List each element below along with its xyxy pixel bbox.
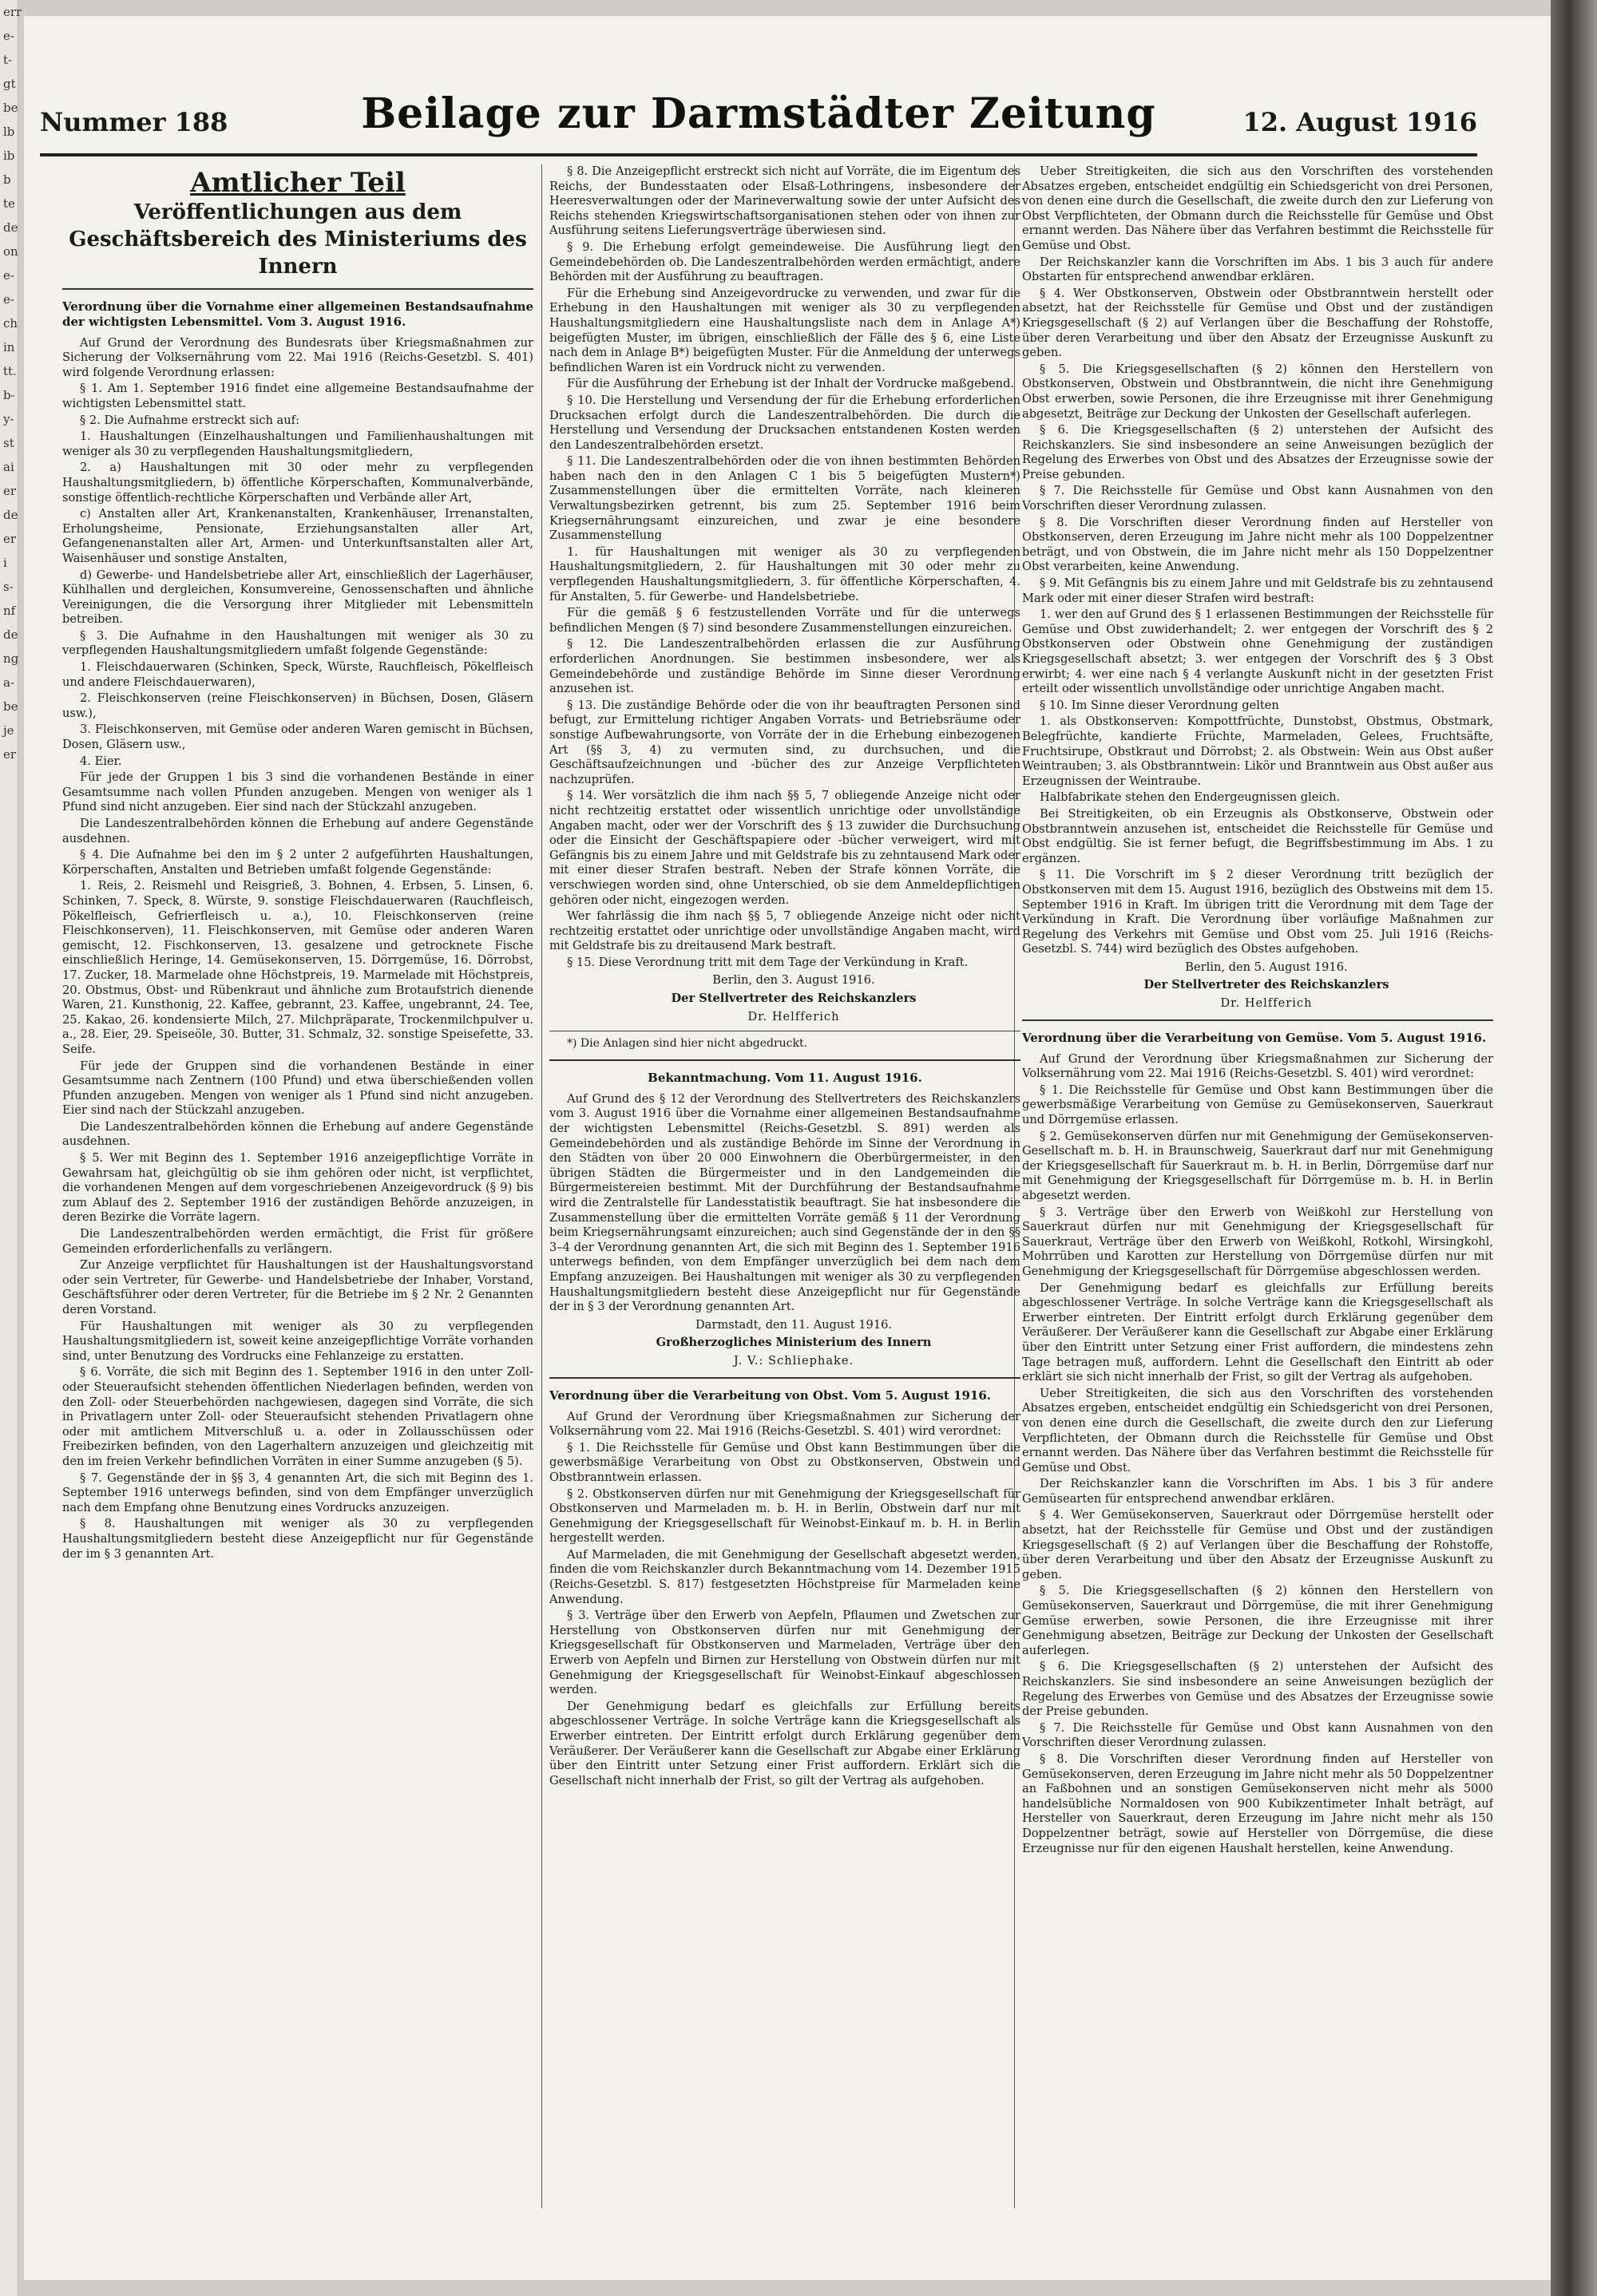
paragraph: Die Landeszentralbehörden werden ermächtigt, die Frist für größere Gemeinden erforderlichenfalls zu verlängern. xyxy=(62,1227,533,1256)
paragraph: d) Gewerbe- und Handelsbetriebe aller Art, einschließlich der Lagerhäuser, Kühlhallen und dergleichen, Konsumvereine, Genossenschaften und ähnliche Vereinigungen, die die Versorgung ihrer Mitglieder mit Lebensmitteln betreiben. xyxy=(62,568,533,627)
section-rule xyxy=(62,288,533,290)
ordinance-title: Verordnung über die Vornahme einer allgemeinen Bestandsaufnahme der wichtigsten Lebensmittel. Vom 3. August 1916. xyxy=(62,299,533,329)
paragraph: § 3. Verträge über den Erwerb von Aepfeln, Pflaumen und Zwetschen zur Herstellung von Obstkonserven dürfen nur mit Genehmigung der Kriegsgesellschaft für Obstkonserven und Marmeladen, Verträge über den Erwerb von Aepfeln und Birnen zur Herstellung von Obstwein dürfen nur mit Genehmigung der Kriegsgesellschaft für Weinobst-Einkauf abgeschlossen werden. xyxy=(549,1609,1020,1697)
margin-fragment: de xyxy=(3,508,18,522)
paragraph: § 9. Mit Gefängnis bis zu einem Jahre und mit Geldstrafe bis zu zehntausend Mark oder mit einer dieser Strafen wird bestraft: xyxy=(1022,576,1493,605)
margin-fragment: te xyxy=(3,196,15,211)
issue-date: 12. August 1916 xyxy=(1242,107,1477,137)
paragraph: § 2. Gemüsekonserven dürfen nur mit Genehmigung der Gemüsekonserven-Gesellschaft m. b. H. in Braunschweig, Sauerkraut darf nur mit Genehmigung der Kriegsgesellschaft für Sauerkraut m. b. H. in Berlin, Dörrgemüse darf nur mit Genehmigung der Kriegsgesellschaft für Dörrgemüse m. b. H. in Berlin abgesetzt werden. xyxy=(1022,1129,1493,1202)
paragraph: Der Reichskanzler kann die Vorschriften im Abs. 1 bis 3 auch für andere Obstarten für entsprechend anwendbar erklären. xyxy=(1022,255,1493,284)
paragraph: § 8. Die Vorschriften dieser Verordnung finden auf Hersteller von Obstkonserven, deren Erzeugung im Jahre nicht mehr als 100 Doppelzentner beträgt, und von Obstwein, die im Jahre nicht mehr als 150 Doppelzentner Obst verarbeiten, keine Anwendung. xyxy=(1022,515,1493,574)
paragraph: § 2. Obstkonserven dürfen nur mit Genehmigung der Kriegsgesellschaft für Obstkonserven und Marmeladen m. b. H. in Berlin, Obstwein darf nur mit Genehmigung der Kriegsgesellschaft für Weinobst-Einkauf m. b. H. in Berlin hergestellt werden. xyxy=(549,1486,1020,1546)
signature-place-date: Berlin, den 3. August 1916. xyxy=(712,973,875,988)
paragraph: § 1. Die Reichsstelle für Gemüse und Obst kann Bestimmungen über die gewerbsmäßige Verarbeitung von Gemüse zu Gemüsekonserven, Sauerkraut und Dörrgemüse erlassen. xyxy=(1022,1083,1493,1127)
paragraph: § 6. Die Kriegsgesellschaften (§ 2) unterstehen der Aufsicht des Reichskanzlers. Sie sind insbesondere an seine Anweisungen bezüglich der Regelung des Erwerbes von Obst und des Absatzes der Erzeugnisse sowie der Preise gebunden. xyxy=(1022,423,1493,481)
paragraph: 1. Fleischdauerwaren (Schinken, Speck, Würste, Rauchfleisch, Pökelfleisch und andere Fleischdauerwaren), xyxy=(62,660,533,689)
section-rule xyxy=(1022,1019,1493,1021)
paragraph: § 8. Haushaltungen mit weniger als 30 zu verpflegenden Haushaltungsmitgliedern besteht diese Anzeigepflicht nur für Gegenstände der im § 3 genannten Art. xyxy=(62,1517,533,1561)
ordinance-body xyxy=(549,1410,1020,1789)
margin-fragment: er xyxy=(3,747,17,762)
paragraph: 2. a) Haushaltungen mit 30 oder mehr zu verpflegenden Haushaltungsmitgliedern, b) öffentliche Körperschaften, Kommunalverbände, sonstige öffentlich-rechtliche Körperschaften und Verbände aller Art, xyxy=(62,461,533,505)
signature-role: Großherzogliches Ministerium des Innern xyxy=(656,1336,932,1350)
margin-fragment: a- xyxy=(3,675,15,690)
ordinance-body xyxy=(62,336,533,1562)
paragraph: Der Genehmigung bedarf es gleichfalls zur Erfüllung bereits abgeschlossener Verträge. In solche Verträge kann die Kriegsgesellschaft als Erwerber eintreten. Der Eintritt erfolgt durch Erklärung gegenüber dem Veräußerer. Der Veräußerer kann die Gesellschaft zur Abgabe einer Erklärung über den Eintritt unter Setzung einer Frist auffordern, die mindestens zehn Tage betragen muß, auffordern. Lehnt die Gesellschaft den Eintritt ab oder erklärt sie sich nicht innerhalb der Frist, so gilt der Vertrag als aufgehoben. xyxy=(1022,1281,1493,1384)
signature-name: Dr. Helfferich xyxy=(1220,996,1313,1011)
paragraph: c) Anstalten aller Art, Krankenanstalten, Krankenhäuser, Irrenanstalten, Erholungsheime, Pensionate, Erziehungsanstalten aller Art, Gefangenenanstalten aller Art, Armen- und Unterkunftsanstalten aller Art, Waisenhäuser und sonstige Anstalten, xyxy=(62,507,533,565)
paragraph: § 10. Die Herstellung und Versendung der für die Erhebung erforderlichen Drucksachen erfolgt durch die Landeszentralbehörden. Die durch die Herstellung und Versendung der Drucksachen entstandenen Kosten werden den Landeszentralbehörden ersetzt. xyxy=(549,393,1020,452)
margin-fragment: i xyxy=(3,556,7,570)
signature-role: Der Stellvertreter des Reichskanzlers xyxy=(671,992,917,1006)
paragraph: § 15. Diese Verordnung tritt mit dem Tage der Verkündung in Kraft. xyxy=(567,955,969,969)
paragraph: § 7. Gegenstände der in §§ 3, 4 genannten Art, die sich mit Beginn des 1. September 1916 unterwegs befinden, sind von dem Empfänger unverzüglich nach dem Empfang ohne Benutzung eines Vordrucks anzuzeigen. xyxy=(62,1471,533,1514)
margin-fragment: lb xyxy=(3,125,15,139)
margin-fragment: st xyxy=(3,436,14,450)
margin-fragment: de xyxy=(3,220,18,235)
paragraph: § 5. Wer mit Beginn des 1. September 1916 anzeigepflichtige Vorräte in Gewahrsam hat, gleichgültig ob sie ihm gehören oder nicht, ist verpflichtet, die vorhandenen Mengen auf dem vorgeschriebenen Anzeigevordruck (§ 9) bis zum Ablauf des 2. September 1916 der zuständigen Behörde anzuzeigen, in deren Bezirke die Vorräte lagern. xyxy=(62,1151,533,1225)
paragraph: § 9. Die Erhebung erfolgt gemeindeweise. Die Ausführung liegt den Gemeindebehörden ob. Die Landeszentralbehörden werden ermächtigt, andere Behörden mit der Ausführung zu beauftragen. xyxy=(549,239,1020,284)
margin-fragment: in xyxy=(3,340,15,354)
column-1 xyxy=(62,164,533,2208)
adjacent-page-margin xyxy=(0,0,22,2296)
paragraph: Auf Grund der Verordnung über Kriegsmaßnahmen zur Sicherung der Volksernährung vom 22. Mai 1916 (Reichs-Gesetzbl. S. 401) wird verordnet: xyxy=(1022,1051,1493,1081)
paragraph: 3. Fleischkonserven, mit Gemüse oder anderen Waren gemischt in Büchsen, Dosen, Gläsern usw., xyxy=(62,722,533,752)
paragraph: Wer fahrlässig die ihm nach §§ 5, 7 obliegende Anzeige nicht oder nicht rechtzeitig erstattet oder unrichtige oder unvollständige Angaben macht, wird mit Geldstrafe bis zu dreitausend Mark bestraft. xyxy=(549,909,1020,953)
margin-fragment: ng xyxy=(3,651,19,666)
paragraph: § 2. Die Aufnahme erstreckt sich auf: xyxy=(80,413,299,427)
ordinance-body xyxy=(1022,164,1493,957)
ordinance-title: Verordnung über die Verarbeitung von Obst. Vom 5. August 1916. xyxy=(549,1387,992,1403)
margin-fragment: er xyxy=(3,532,17,546)
ordinance-title: Verordnung über die Verarbeitung von Gemüse. Vom 5. August 1916. xyxy=(1022,1030,1487,1045)
margin-fragment: t- xyxy=(3,53,13,67)
paragraph: § 5. Die Kriegsgesellschaften (§ 2) können den Herstellern von Gemüsekonserven, Sauerkraut und Dörrgemüse, die mit ihrer Genehmigung Gemüse erwerben, sowie Personen, die ihre Erzeugnisse mit ihrer Genehmigung absetzen, Beiträge zur Deckung der Unkosten der Gesellschaft auferlegen. xyxy=(1022,1584,1493,1657)
margin-fragment: e- xyxy=(3,29,14,43)
signature-place-date: Berlin, den 5. August 1916. xyxy=(1185,960,1348,974)
column-3 xyxy=(1022,164,1493,2208)
margin-fragment: ai xyxy=(3,460,14,474)
margin-fragment: be xyxy=(3,699,18,714)
paragraph: § 8. Die Vorschriften dieser Verordnung finden auf Hersteller von Gemüsekonserven, deren Erzeugung im Jahre nicht mehr als 50 Doppelzentner an Faßbohnen und an sonstigen Gemüsekonserven nicht mehr als 5000 handelsübliche Normaldosen von 900 Kubikzentimeter Inhalt beträgt, auf Hersteller von Sauerkraut, deren Erzeugung im Jahre nicht mehr als 150 Doppelzentner beträgt, sowie auf Hersteller von Dörrgemüse, die diese Erzeugnisse nur für den eigenen Haushalt herstellen, keine Anwendung. xyxy=(1022,1752,1493,1855)
paragraph: § 12. Die Landeszentralbehörden erlassen die zur Ausführung erforderlichen Anordnungen. Sie bestimmen insbesondere, wer als Gemeindebehörde und zuständige Behörde im Sinne dieser Verordnung anzusehen ist. xyxy=(549,637,1020,696)
paragraph: § 3. Verträge über den Erwerb von Weißkohl zur Herstellung von Sauerkraut dürfen nur mit Genehmigung der Kriegsgesellschaft für Sauerkraut, Verträge über den Erwerb von Weißkohl, Rotkohl, Wirsingkohl, Mohrrüben und Karotten zur Herstellung von Dörrgemüse dürfen nur mit Genehmigung der Kriegsgesellschaft für Dörrgemüse abgeschlossen werden. xyxy=(1022,1205,1493,1278)
paragraph: Ueber Streitigkeiten, die sich aus den Vorschriften des vorstehenden Absatzes ergeben, entscheidet endgültig ein Schiedsgericht von drei Personen, von denen eine durch die Gesellschaft, die zweite durch den zur Lieferung von Obst Verpflichteten, der Obmann durch die Reichsstelle für Gemüse und Obst ernannt werden. Das Nähere über das Verfahren bestimmt die Reichsstelle für Gemüse und Obst. xyxy=(1022,164,1493,252)
margin-fragment: y- xyxy=(3,412,14,426)
paragraph: 1. Reis, 2. Reismehl und Reisgrieß, 3. Bohnen, 4. Erbsen, 5. Linsen, 6. Schinken, 7. Speck, 8. Würste, 9. sonstige Fleischdauerwaren (Rauchfleisch, Pökelfleisch, Gefrierfleisch u. a.), 10. Fleischkonserven (reine Fleischkonserven), 11. Fleischkonserven, mit Gemüse oder anderen Waren gemischt, 12. Fischkonserven, 13. gesalzene und getrocknete Fische einschließlich Heringe, 14. Gemüsekonserven, 15. Dörrgemüse, 16. Dörrobst, 17. Zucker, 18. Marmelade ohne Höchstpreis, 19. Marmelade mit Höchstpreis, 20. Obstmus, Obst- und Rübenkraut und ähnliche zum Brotaufstrich dienende Waren, 21. Kunsthonig, 22. Kaffee, gebrannt, 23. Kaffee, ungebrannt, 24. Tee, 25. Kakao, 26. kondensierte Milch, 27. Milchpräparate, Trockenmilchpulver u. a., 28. Eier, 29. Speiseöle, 30. Butter, 31. Schmalz, 32. sonstige Speisefette, 33. Seife. xyxy=(62,879,533,1056)
paragraph: § 11. Die Landeszentralbehörden oder die von ihnen bestimmten Behörden haben nach den in den Anlagen C 1 bis 5 beigefügten Mustern*) Zusammenstellungen über die ermittelten Vorräte, nach kleineren Verwaltungsbezirken getrennt, bis zum 25. September 1916 beim Kriegsernährungsamt einzureichen, und zwar je eine besondere Zusammenstellung xyxy=(549,454,1020,543)
paragraph: § 6. Vorräte, die sich mit Beginn des 1. September 1916 in den unter Zoll- oder Steueraufsicht stehenden öffentlichen Niederlagen befinden, werden von den Zoll- oder Steuerbehörden nachgewiesen, dagegen sind Vorräte, die sich in Privatlagern unter Zoll- oder Steueraufsicht stehenden Privatlagern ohne oder mit amtlichem Mitverschluß u. a. oder in Zollausschüssen oder Freibezirken befinden, von den Lagerhaltern anzuzeigen und gleichzeitig mit den im freien Verkehr befindlichen Vorräten in einer Summe anzugeben (§ 5). xyxy=(62,1365,533,1468)
paragraph: Die Landeszentralbehörden können die Erhebung auf andere Gegenstände ausdehnen. xyxy=(62,817,533,845)
section-heading: Amtlicher Teil xyxy=(190,167,406,199)
paragraph: § 1. Am 1. September 1916 findet eine allgemeine Bestandsaufnahme der wichtigsten Lebensmittel statt. xyxy=(62,382,533,410)
paragraph: Für jede der Gruppen sind die vorhandenen Bestände in einer Gesamtsumme nach Zentnern (100 Pfund) und etwa überschießenden vollen Pfunden anzugeben. Mengen von weniger als 1 Pfund sind nicht anzugeben. Eier sind nach der Stückzahl anzugeben. xyxy=(62,1059,533,1118)
paragraph: Für jede der Gruppen 1 bis 3 sind die vorhandenen Bestände in einer Gesamtsumme nach vollen Pfunden anzugeben. Mengen von weniger als 1 Pfund sind nicht anzugeben. Eier sind nach der Stückzahl anzugeben. xyxy=(62,770,533,814)
paragraph: § 7. Die Reichsstelle für Gemüse und Obst kann Ausnahmen von den Vorschriften dieser Verordnung zulassen. xyxy=(1022,484,1493,513)
signature-name: J. V.: Schliephake. xyxy=(733,1353,854,1368)
paragraph: § 10. Im Sinne dieser Verordnung gelten xyxy=(1040,698,1279,712)
signature-name: Dr. Helfferich xyxy=(747,1009,840,1023)
announcement-text: Auf Grund des § 12 der Verordnung des Stellvertreters des Reichskanzlers vom 3. August 1916 über die Vornahme einer allgemeinen Bestandsaufnahme der wichtigsten Lebensmittel (Reichs-Gesetzbl. S. 891) werden als Gemeindebehörden und als zuständige Behörde im Sinne der Verordnung in den Städten von über 20 000 Einwohnern die Oberbürgermeister, in den übrigen Städten die Bürgermeister und in den Landgemeinden die Bürgermeistereien bestimmt. Mit der Durchführung der Bestandsaufnahme wird die Zentralstelle für Landesstatistik beauftragt. Sie hat insbesondere die Zusammenstellung über die ermittelten Vorräte gemäß § 11 der Verordnung beim Kriegsernährungsamt einzureichen; auch sind Gegenstände der in den §§ 3–4 der Verordnung genannten Art, die sich mit Beginn des 1. September 1916 unterwegs befinden, von dem Empfänger unverzüglich bei dem nach dem Empfang anzuzeigen. Bei Haushaltungen mit weniger als 30 zu verpflegenden Haushaltungsmitgliedern besteht diese Anzeigepflicht nur für Gegenstände der in § 3 der Verordnung genannten Art. xyxy=(549,1091,1020,1314)
margin-fragment: je xyxy=(3,723,14,738)
masthead-rule xyxy=(40,153,1477,156)
paragraph: Ueber Streitigkeiten, die sich aus den Vorschriften des vorstehenden Absatzes ergeben, entscheidet endgültig ein Schiedsgericht von drei Personen, von denen eine durch die Gesellschaft, die zweite durch den zur Lieferung Verpflichteten, der Obmann durch die Reichsstelle für Gemüse und Obst ernannt werden. Das Nähere über das Verfahren bestimmt die Reichsstelle für Gemüse und Obst. xyxy=(1022,1386,1493,1475)
paragraph: 1. Haushaltungen (Einzelhaushaltungen und Familienhaushaltungen mit weniger als 30 zu verpflegenden Haushaltungsmitgliedern, xyxy=(62,430,533,458)
paragraph: § 4. Wer Obstkonserven, Obstwein oder Obstbranntwein herstellt oder absetzt, hat der Reichsstelle für Gemüse und Obst und der zuständigen Kriegsgesellschaft (§ 2) auf Verlangen über die Beschaffung der Rohstoffe, über deren Verarbeitung und über den Absatz der Erzeugnisse Auskunft zu geben. xyxy=(1022,286,1493,360)
paragraph: 1. als Obstkonserven: Kompottfrüchte, Dunstobst, Obstmus, Obstmark, Belegfrüchte, kandierte Früchte, Marmeladen, Gelees, Fruchtsäfte, Fruchtsirupe, Obstkraut und Dörrobst; 2. als Obstwein: Wein aus Obst außer Weintrauben; 3. als Obstbranntwein: Likör und Branntwein aus Obst außer aus Erzeugnissen der Weintraube. xyxy=(1022,715,1493,788)
margin-fragment: e- xyxy=(3,268,14,283)
paragraph: Zur Anzeige verpflichtet für Haushaltungen ist der Haushaltungsvorstand oder sein Vertreter, für Gewerbe- und Handelsbetriebe der Inhaber, Vorstand, Geschäftsführer oder deren Vertreter, für die Betriebe im § 2 Nr. 2 Genannten deren Vorstand. xyxy=(62,1258,533,1316)
paragraph: Auf Grund der Verordnung des Bundesrats über Kriegsmaßnahmen zur Sicherung der Volksernährung vom 22. Mai 1916 (Reichs-Gesetzbl. S. 401) wird folgende Verordnung erlassen: xyxy=(62,335,533,379)
ordinance-body xyxy=(549,164,1020,970)
footnote: *) Die Anlagen sind hier nicht abgedruckt. xyxy=(567,1037,808,1051)
margin-fragment: s- xyxy=(3,580,14,594)
signature-place-date: Darmstadt, den 11. August 1916. xyxy=(695,1317,893,1332)
margin-fragment: b- xyxy=(3,388,15,402)
column-2 xyxy=(549,164,1020,2208)
paragraph: § 11. Die Vorschrift im § 2 dieser Verordnung tritt bezüglich der Obstkonserven mit dem 15. August 1916, bezüglich des Obstweins mit dem 15. September 1916 in Kraft. Im übrigen tritt die Verordnung mit dem Tage der Verkündung in Kraft. Die Verordnung über vorläufige Maßnahmen zur Regelung des Verkehrs mit Gemüse und Obst vom 25. Juli 1916 (Reichs-Gesetzbl. S. 744) wird bezüglich des Obstes aufgehoben. xyxy=(1022,868,1493,956)
margin-fragment: err xyxy=(3,5,22,19)
paragraph: Auf Grund der Verordnung über Kriegsmaßnahmen zur Sicherung der Volksernährung vom 22. Mai 1916 (Reichs-Gesetzbl. S. 401) wird verordnet: xyxy=(549,1409,1020,1439)
margin-fragment: b xyxy=(3,172,11,187)
section-rule xyxy=(549,1059,1020,1061)
paragraph: § 1. Die Reichsstelle für Gemüse und Obst kann Bestimmungen über die gewerbsmäßige Verarbeitung von Obst zu Obstkonserven, Obstwein und Obstbranntwein erlassen. xyxy=(549,1440,1020,1484)
margin-fragment: de xyxy=(3,627,18,642)
ordinance-body xyxy=(1022,1052,1493,1856)
paragraph: Für die Erhebung sind Anzeigevordrucke zu verwenden, und zwar für die Erhebung in den Haushaltungen mit weniger als 30 zu verpflegenden Haushaltungsmitgliedern eine Haushaltungsliste nach dem in Anlage A*) beigefügten Muster, im übrigen, einschließlich der Fälle des § 6, eine Liste nach dem in Anlage B*) beigefügten Muster. Für die Anmeldung der unterwegs befindlichen Waren ist ein Vordruck nicht zu verwenden. xyxy=(549,286,1020,374)
paragraph: Der Genehmigung bedarf es gleichfalls zur Erfüllung bereits abgeschlossener Verträge. In solche Verträge kann die Kriegsgesellschaft als Erwerber eintreten. Der Eintritt erfolgt durch Erklärung gegenüber dem Veräußerer. Der Veräußerer kann die Gesellschaft zur Abgabe einer Erklärung über den Eintritt unter Setzung einer Frist auffordern. Erklärt sich die Gesellschaft nicht innerhalb der Frist, so gilt der Vertrag als aufgehoben. xyxy=(549,1699,1020,1787)
margin-fragment: tt. xyxy=(3,364,17,378)
paragraph: Auf Marmeladen, die mit Genehmigung der Gesellschaft abgesetzt werden, finden die vom Reichskanzler durch Bekanntmachung vom 14. Dezember 1915 (Reichs-Gesetzbl. S. 817) festgesetzten Höchstpreise für Marmeladen keine Anwendung. xyxy=(549,1547,1020,1606)
paragraph: 1. für Haushaltungen mit weniger als 30 zu verpflegenden Haushaltungsmitgliedern, 2. für Haushaltungen mit 30 oder mehr zu verpflegenden Haushaltungsmitgliedern, 3. für öffentliche Körperschaften, 4. für Anstalten, 5. für Gewerbe- und Handelsbetriebe. xyxy=(549,544,1020,604)
masthead xyxy=(40,89,1477,153)
paragraph: 2. Fleischkonserven (reine Fleischkonserven) in Büchsen, Dosen, Gläsern usw.), xyxy=(62,691,533,720)
margin-fragment: ch xyxy=(3,316,18,331)
paragraph: Für Haushaltungen mit weniger als 30 zu verpflegenden Haushaltungsmitgliedern ist, soweit keine anzeigepflichtige Vorräte vorhanden sind, unter Benutzung des Vordrucks eine Fehlanzeige zu erstatten. xyxy=(62,1319,533,1363)
signature-role: Der Stellvertreter des Reichskanzlers xyxy=(1143,978,1389,992)
margin-fragment: ib xyxy=(3,148,15,163)
paragraph: Halbfabrikate stehen den Endergeugnissen gleich. xyxy=(1040,790,1341,805)
paragraph: § 5. Die Kriegsgesellschaften (§ 2) können den Herstellern von Obstkonserven, Obstwein und Obstbranntwein, die nicht ihre Genehmigung Obst erwerben, sowie Personen, die ihre Erzeugnisse mit ihrer Genehmigung abgesetzt, Beiträge zur Deckung der Unkosten der Gesellschaft auferlegen. xyxy=(1022,362,1493,421)
margin-fragment: e- xyxy=(3,292,14,307)
margin-fragment: be xyxy=(3,101,18,115)
newspaper-title: Beilage zur Darmstädter Zeitung xyxy=(361,89,1156,138)
section-subheading: Veröffentlichungen aus dem Geschäftsbereich des Ministeriums des Innern xyxy=(69,200,527,279)
paragraph: 4. Eier. xyxy=(80,754,122,768)
paragraph: § 7. Die Reichsstelle für Gemüse und Obst kann Ausnahmen von den Vorschriften dieser Verordnung zulassen. xyxy=(1022,1720,1493,1750)
paragraph: Bei Streitigkeiten, ob ein Erzeugnis als Obstkonserve, Obstwein oder Obstbranntwein anzusehen ist, entscheidet die Reichsstelle für Gemüse und Obst endgültig. Sie ist ferner befugt, die Begriffsbestimmung im Abs. 1 zu ergänzen. xyxy=(1022,806,1493,865)
column-divider xyxy=(541,164,542,2208)
paragraph: § 3. Die Aufnahme in den Haushaltungen mit weniger als 30 zu verpflegenden Haushaltungsmitgliedern umfaßt folgende Gegenstände: xyxy=(62,628,533,658)
paragraph: § 4. Die Aufnahme bei den im § 2 unter 2 aufgeführten Haushaltungen, Körperschaften, Anstalten und Betrieben umfaßt folgende Gegenstände: xyxy=(62,848,533,877)
margin-fragment: on xyxy=(3,244,18,259)
paragraph: Die Landeszentralbehörden können die Erhebung auf andere Gegenstände ausdehnen. xyxy=(62,1119,533,1149)
paragraph: § 14. Wer vorsätzlich die ihm nach §§ 5, 7 obliegende Anzeige nicht oder nicht rechtzeitig erstattet oder wissentlich unrichtige oder unvollständige Angaben macht, oder wer der Vorschrift des § 13 zuwider die Durchsuchung oder die Einsicht der Geschäftspapiere oder -bücher verweigert, wird mit Gefängnis bis zu einem Jahre und mit Geldstrafe bis zu zehntausend Mark oder mit einer dieser Strafen bestraft. Neben der Strafe können Vorräte, die verschwiegen worden sind, ohne Unterschied, ob sie dem Anmeldepflichtigen gehören oder nicht, eingezogen werden. xyxy=(549,789,1020,907)
paragraph: Für die gemäß § 6 festzustellenden Vorräte und für die unterwegs befindlichen Mengen (§ 7) sind besondere Zusammenstellungen einzureichen. xyxy=(549,606,1020,635)
paragraph: Der Reichskanzler kann die Vorschriften im Abs. 1 bis 3 für andere Gemüsearten für entsprechend anwendbar erklären. xyxy=(1022,1477,1493,1506)
section-rule xyxy=(549,1377,1020,1379)
paragraph: § 6. Die Kriegsgesellschaften (§ 2) unterstehen der Aufsicht des Reichskanzlers. Sie sind insbesondere an seine Anweisungen bezüglich der Regelung des Erwerbes von Gemüse und des Absatzes der Erzeugnisse sowie der Preise gebunden. xyxy=(1022,1660,1493,1719)
paragraph: § 4. Wer Gemüsekonserven, Sauerkraut oder Dörrgemüse herstellt oder absetzt, hat der Reichsstelle für Gemüse und Obst und der zuständigen Kriegsgesellschaft (§ 2) auf Verlangen über die Beschaffung der Rohstoffe, über deren Verarbeitung und über den Absatz der Erzeugnisse Auskunft zu geben. xyxy=(1022,1508,1493,1581)
margin-fragment: gt xyxy=(3,77,16,91)
margin-fragment: nf xyxy=(3,604,16,618)
paragraph: 1. wer den auf Grund des § 1 erlassenen Bestimmungen der Reichsstelle für Gemüse und Obst zuwiderhandelt; 2. wer entgegen der Vorschrift des § 2 Obstkonserven oder Obstwein ohne Genehmigung der zuständigen Kriegsgesellschaft absetzt; 3. wer entgegen der Vorschrift des § 3 Obst erwirbt; 4. wer eine nach § 4 verlangte Auskunft nicht in der gesetzten Frist erteilt oder wissentlich unvollständige oder unrichtige Angaben macht. xyxy=(1022,608,1493,696)
margin-fragment: er xyxy=(3,484,17,498)
issue-number: Nummer 188 xyxy=(40,107,228,137)
book-spine-edge xyxy=(1551,0,1597,2296)
paragraph: Für die Ausführung der Erhebung ist der Inhalt der Vordrucke maßgebend. xyxy=(567,377,1015,391)
announcement-title: Bekanntmachung. Vom 11. August 1916. xyxy=(648,1070,922,1085)
paragraph: § 8. Die Anzeigepflicht erstreckt sich nicht auf Vorräte, die im Eigentum des Reichs, der Bundesstaaten oder Elsaß-Lothringens, insbesondere der Heeresverwaltungen oder der Marineverwaltung sowie der unter Aufsicht des Reichs stehenden Kriegswirtschaftsorganisationen stehen oder von ihnen zur Ausführung seitens Lieferungsverträge überwiesen sind. xyxy=(549,164,1020,238)
paragraph: § 13. Die zuständige Behörde oder die von ihr beauftragten Personen sind befugt, zur Ermittelung richtiger Angaben Vorrats- und Betriebsräume oder sonstige Aufbewahrungsorte, von Vorräte der in die Erhebung einbezogenen Art (§§ 3, 4) zu vermuten sind, zu durchsuchen, und die Geschäftsaufzeichnungen und -bücher des zur Anzeige Verpflichteten nachzuprüfen. xyxy=(549,698,1020,786)
